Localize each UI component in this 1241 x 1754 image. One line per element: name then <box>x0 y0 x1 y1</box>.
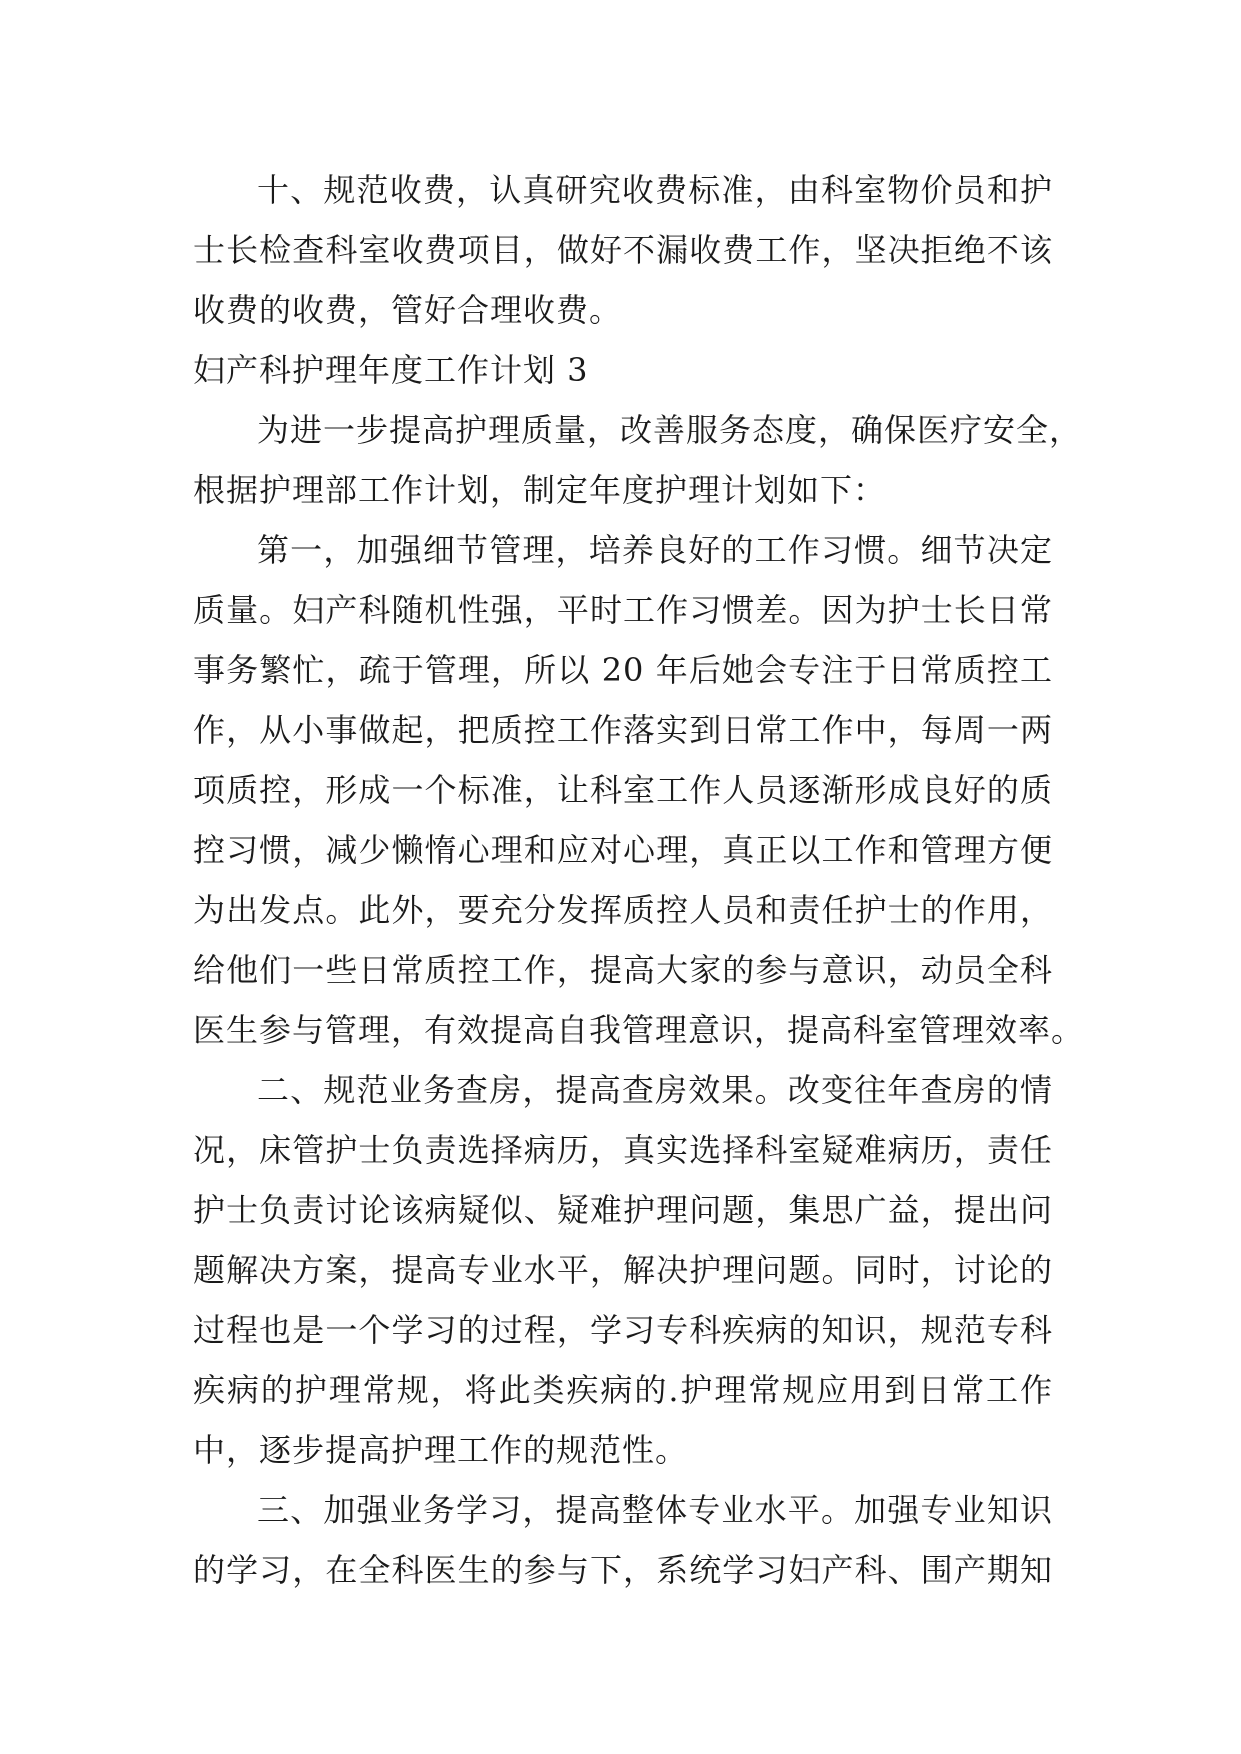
item-1-line-8: 给他们一些日常质控工作，提高大家的参与意识，动员全科 <box>193 951 1053 989</box>
paragraph-10-line-2: 士长检查科室收费项目，做好不漏收费工作，坚决拒绝不该 <box>193 231 1053 269</box>
item-1-line-1: 第一，加强细节管理，培养良好的工作习惯。细节决定 <box>257 531 1053 569</box>
document-page <box>193 160 1085 1600</box>
item-2-line-1: 二、规范业务查房，提高查房效果。改变往年查房的情 <box>257 1071 1053 1109</box>
item-1-line-4: 作，从小事做起，把质控工作落实到日常工作中，每周一两 <box>193 711 1053 749</box>
item-1-line-7: 为出发点。此外，要充分发挥质控人员和责任护士的作用， <box>193 891 1053 929</box>
item-2-line-7: 中，逐步提高护理工作的规范性。 <box>193 1431 689 1469</box>
item-2-line-4: 题解决方案，提高专业水平，解决护理问题。同时，讨论的 <box>193 1251 1053 1289</box>
intro-line-2: 根据护理部工作计划，制定年度护理计划如下： <box>193 471 887 509</box>
item-1-line-6: 控习惯，减少懒惰心理和应对心理，真正以工作和管理方便 <box>193 831 1053 869</box>
item-2-line-3: 护士负责讨论该病疑似、疑难护理问题，集思广益，提出问 <box>193 1191 1053 1229</box>
item-1-line-5: 项质控，形成一个标准，让科室工作人员逐渐形成良好的质 <box>193 771 1053 809</box>
item-1-line-3: 事务繁忙，疏于管理，所以 20 年后她会专注于日常质控工 <box>193 651 1053 689</box>
paragraph-10-line-3: 收费的收费，管好合理收费。 <box>193 291 623 329</box>
item-2-line-5: 过程也是一个学习的过程，学习专科疾病的知识，规范专科 <box>193 1311 1053 1349</box>
item-3-line-2: 的学习，在全科医生的参与下，系统学习妇产科、围产期知 <box>193 1551 1053 1589</box>
item-2-line-6: 疾病的护理常规，将此类疾病的.护理常规应用到日常工作 <box>193 1371 1053 1409</box>
item-2-line-2: 况，床管护士负责选择病历，真实选择科室疑难病历，责任 <box>193 1131 1053 1169</box>
section-heading: 妇产科护理年度工作计划 3 <box>193 351 589 389</box>
item-3-line-1: 三、加强业务学习，提高整体专业水平。加强专业知识 <box>257 1491 1053 1529</box>
item-1-line-9: 医生参与管理，有效提高自我管理意识，提高科室管理效率。 <box>193 1011 1085 1049</box>
intro-line-1: 为进一步提高护理质量，改善服务态度，确保医疗安全， <box>257 411 1083 449</box>
item-1-line-2: 质量。妇产科随机性强，平时工作习惯差。因为护士长日常 <box>193 591 1053 629</box>
paragraph-10-line-1: 十、规范收费，认真研究收费标准，由科室物价员和护 <box>257 171 1053 209</box>
